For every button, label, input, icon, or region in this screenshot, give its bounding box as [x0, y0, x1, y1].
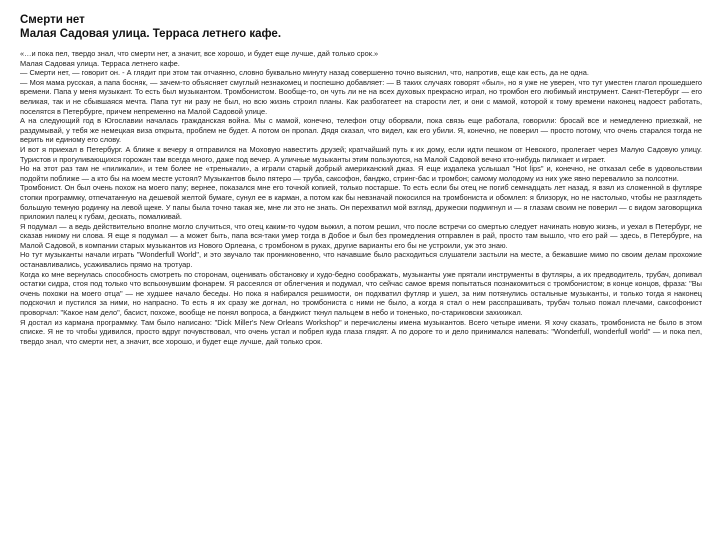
paragraph: «…и пока пел, твердо знал, что смерти нет, а значит, все хорошо, и будет еще лучше, дай только срок.» [20, 49, 379, 58]
paragraph: Я подумал — а ведь действительно вполне могло случиться, что отец каким-то чудом выжил, а потом решил, что после встречи со смертью следует начинать новую жизнь, и уехал в Петербург, не сказав никому ни слова. Я еще я подумал — а может быть, папа вся-таки умер тогда в Добое и был без промедления отправлен в рай, просто там вышло, что его рай — здесь, в Петербурге, на Малой Садовой, в компании старых музыкантов из Нового Орлеана, с тромбоном в руках, другие варианты его бы не устроили, уж это знаю. [20, 221, 702, 250]
paragraph: Малая Садовая улица. Терраса летнего кафе. [20, 58, 180, 68]
paragraph: — Смерти нет, — говорит он. - А глядит при этом так отчаянно, словно буквально минуту назад совершенно точно выяснил, что, напротив, еще как есть, да не одна. [20, 68, 589, 78]
document-body [20, 49, 702, 346]
paragraph: Тромбонист. Он был очень похож на моего папу; вернее, показался мне его точной копией, только постарше. То есть если бы отец не погиб семнадцать лет назад, я взял из сложенной в футляре стопки программку, отпечатанную на дешевой желтой бумаге, сунул ее в карман, а потом как бы невзначай покосился на тромбониста и обомлел: я близорук, но не настолько, чтобы не разглядеть большую темную родинку на левой щеке. У папы была точно такая же, мне ли это не знать. Он перехватил мой взгляд, дружески подмигнул и — я глазам своим не поверил — с видом заговорщика приложил палец к губам, дескать, помалкивай. [20, 183, 702, 222]
paragraph: Но тут музыканты начали играть "Wonderfull World", и это звучало так проникновенно, что начавшие было расходиться слушатели застыли на месте, а бежавшие мимо по своим делам прохожие останавливались, усаживались прямо на тротуар. [20, 250, 702, 270]
title-line-2: Малая Садовая улица. Терраса летнего кафе. [20, 28, 282, 40]
paragraph: А на следующий год в Югославии началась гражданская война. Мы с мамой, конечно, телефон отцу оборвали, пока связь еще работала, говорили: бросай все и немедленно приезжай, не раздумывай, у тебя же немецкая виза открыта, проблем не будет. А потом он пропал. Дядя сказал, что видел, как его убили. Я, конечно, не поверил — просто потому, что очень старался тогда не верить ни единому его слову. [20, 116, 702, 145]
paragraph: Я достал из кармана программку. Там было написано: "Dick Miller's New Orleans Workshop" и перечислены имена музыкантов. Всего четыре имени. Я хочу сказать, тромбониста не было в этом списке. Я не то чтобы удивился, просто вдруг почувствовал, что очень устал и побрел куда глаза глядят. А по дороге то и дело принимался напевать: "Wonderfull, wonderfull world" — и пока пел, твердо знал, что смерти нет, а значит, все хорошо, и будет еще лучше, дай только срок. [20, 317, 702, 346]
paragraph: Когда ко мне вернулась способность смотреть по сторонам, оценивать обстановку и худо-бедно соображать, музыканты уже прятали инструменты в футляры, а их предводитель, трубач, допивал остатки сидра, стоя под только что вспыхнувшим фонарем. Я рассеялся от облегчения и подумал, что сейчас самое время попытаться познакомиться с тромбонистом; в конце концов, фраза: "Вы очень похожи на моего отца" — не худшее начало беседы. Но пока я набирался решимости, он подхватил футляр и ушел, за ним потянулись остальные музыканты, и только тогда я наконец подскочил и пустился за ними, но напрасно. То есть я их сразу же догнал, но тромбониста с ними не было, а когда я стал о нем расспрашивать, трубач только пожал плечами, саксофонист проворчал: "Какое нам дело", басист, похоже, вообще не понял вопроса, а банджист ткнул пальцем в небо и тоненько, по-стариковски захихикал. [20, 269, 702, 318]
paragraph: — Моя мама русская, а папа босняк, — зачем-то объясняет смуглый незнакомец и поспешно добавляет: — В таких случаях говорят «был», но я уже не уверен, что тут уместен глагол прошедшего времени. Папа у меня музыкант. То есть был музыкантом. Тромбонистом. Вообще-то, он чуть ли не на всех духовых прекрасно играл, но тромбон его любимый инструмент. Санкт-Петербург — его великая, так и не сбывшаяся мечта. Папа тут ни разу не был, но всю жизнь строил планы. Как разбогатеет на старости лет, и они с мамой, которой к тому времени наконец надоест работать, поселятся в Петербурге, причем непременно на Малой Садовой улице. [20, 77, 702, 116]
paragraph: Но на этот раз там не «пиликали», и тем более не «тренькали», а играли старый добрый американский джаз. Я еще издалека услышал "Hot lips" и, конечно, не отказал себе в удовольствии подойти поближе — а кто бы на моем месте устоял? Музыкантов было пятеро — труба, саксофон, банджо, стринг-бас и тромбон; самому молодому из них уже явно перевалило за полсотни. [20, 164, 702, 183]
paragraph: И вот я приехал в Петербург. А ближе к вечеру я отправился на Моховую навестить друзей; кратчайший путь к их дому, если идти пешком от Невского, пролегает через Малую Садовую улицу. Туристов и прогуливающихся горожан там всегда много, даже под вечер. А уличные музыканты этим пользуются, на Малой Садовой вечно кто-нибудь пиликает и играет. [20, 144, 702, 164]
document-title [20, 13, 702, 41]
title-line-1: Смерти нет [20, 14, 85, 26]
